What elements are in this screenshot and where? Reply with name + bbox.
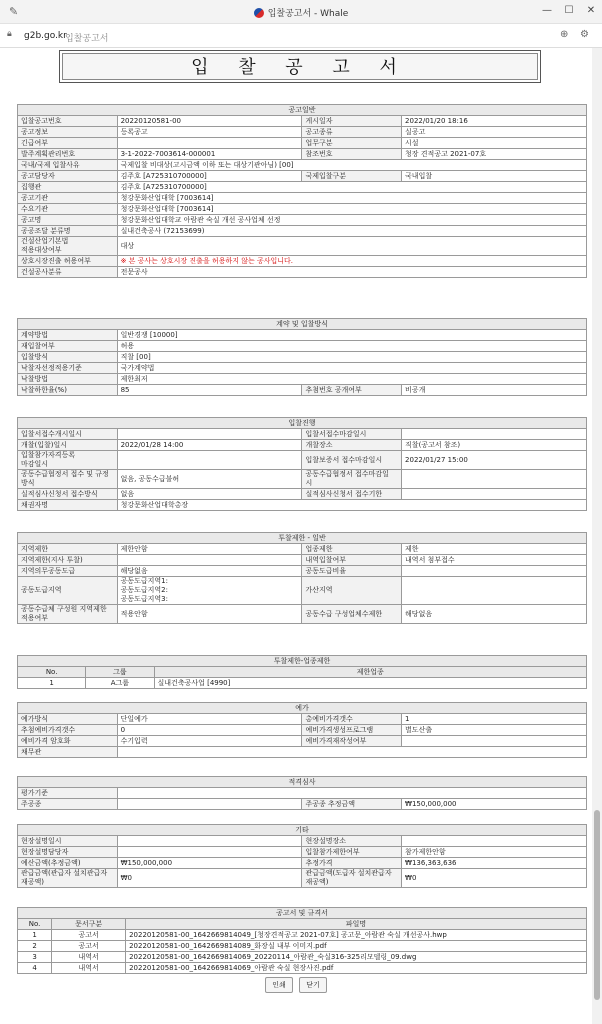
- review-label: 평가기준: [18, 788, 118, 799]
- review-value: [117, 788, 586, 799]
- general-row: [18, 127, 587, 138]
- etc-label: 현장설명장소: [302, 836, 402, 847]
- scrollbar-thumb[interactable]: [594, 810, 600, 1000]
- etc-label: 현장설명담당자: [18, 847, 118, 858]
- window-titlebar: [0, 0, 602, 24]
- bid-value: [402, 489, 587, 500]
- general-value: 실내건축공사 (72153699): [117, 226, 586, 237]
- etc-value: ₩0: [117, 869, 302, 888]
- general-value: 국제입찰 비대상(고시금액 이하 또는 대상기관아님) [00]: [117, 160, 586, 171]
- limit-value: [402, 577, 587, 605]
- general-label: 공고기관: [18, 193, 118, 204]
- files-cell: 1: [18, 930, 52, 941]
- limit-label: 지역의무공동도급: [18, 566, 118, 577]
- contract-row: [18, 385, 587, 396]
- etc-row: [18, 869, 587, 888]
- files-cell: 4: [18, 963, 52, 974]
- files-cell: 공고서: [52, 941, 126, 952]
- limit-label: 가산지역: [302, 577, 402, 605]
- limit-value: 제한안함: [117, 544, 302, 555]
- general-value: 20220120581-00: [117, 116, 302, 127]
- general-label: 공공조달 분류명: [18, 226, 118, 237]
- general-label: 긴급여부: [18, 138, 118, 149]
- etc-value: ₩150,000,000: [117, 858, 302, 869]
- contract-label: 낙찰하한율(%): [18, 385, 118, 396]
- etc-value: ₩0: [402, 869, 587, 888]
- pin-icon[interactable]: ✎: [9, 5, 19, 18]
- bid-label: 실적심사신청서 접수기한: [302, 489, 402, 500]
- bid-label: 입찰보증서 접수마감일시: [302, 451, 402, 470]
- price-label: 예가방식: [18, 714, 118, 725]
- contract-value: 국가계약법: [117, 363, 586, 374]
- limit-row: [18, 566, 587, 577]
- url-host[interactable]: g2b.go.kr: [24, 31, 67, 41]
- etc-label: 입찰참가제한여부: [302, 847, 402, 858]
- general-value: [117, 138, 302, 149]
- contract-label: 계약방법: [18, 330, 118, 341]
- general-value: 국내입찰: [402, 171, 587, 182]
- limit-label: 내역입찰여부: [302, 555, 402, 566]
- bid-value: [117, 429, 302, 440]
- etc-row: [18, 847, 587, 858]
- section-industry: [17, 655, 587, 689]
- files-cell[interactable]: 20220120581-00_1642669814049_[청장견적공고 2021-07호] 공고문_아람관 숙실 개선공사.hwp: [126, 930, 587, 941]
- limit-value: [117, 555, 302, 566]
- price-row: [18, 747, 587, 758]
- files-cell: 3: [18, 952, 52, 963]
- price-value: [402, 736, 587, 747]
- section-files: [17, 907, 587, 974]
- section-etc: [17, 824, 587, 888]
- bid-header: 입찰진행: [18, 418, 587, 429]
- general-value: ※ 본 공사는 상호시장 진출을 허용하지 않는 공사입니다.: [117, 256, 586, 267]
- price-row: [18, 725, 587, 736]
- bid-row: [18, 489, 587, 500]
- general-label: 공고종류: [302, 127, 402, 138]
- button-row: [0, 977, 592, 993]
- general-label: 수요기관: [18, 204, 118, 215]
- contract-label: 낙찰자선정적용기준: [18, 363, 118, 374]
- limit-label: 지역제한(지사 투찰): [18, 555, 118, 566]
- etc-label: 현장설명일시: [18, 836, 118, 847]
- bid-value: [117, 451, 302, 470]
- bid-value: [402, 429, 587, 440]
- etc-value: [402, 836, 587, 847]
- industry-cell: 1: [18, 678, 86, 689]
- general-row: [18, 138, 587, 149]
- bid-row: [18, 451, 587, 470]
- contract-row: [18, 352, 587, 363]
- section-price: [17, 702, 587, 758]
- industry-cell: A그룹: [86, 678, 154, 689]
- files-row: [18, 963, 587, 974]
- etc-label: 관급금액(도급자 설치관급자 재공액): [302, 869, 402, 888]
- price-value: 1: [402, 714, 587, 725]
- bid-row: [18, 440, 587, 451]
- limit-label: 지역제한: [18, 544, 118, 555]
- limit-row: [18, 577, 587, 605]
- doc-title-box: [59, 50, 541, 83]
- limit-value: 공동도급지역1: 공동도급지역2: 공동도급지역3:: [117, 577, 302, 605]
- bid-label: 공동수급협정서 접수 및 규정 방식: [18, 470, 118, 489]
- review-value: ₩150,000,000: [402, 799, 587, 810]
- general-row: [18, 256, 587, 267]
- general-value: 김주호 [A725310700000]: [117, 182, 586, 193]
- industry-col-header: 그룹: [86, 667, 154, 678]
- section-general: [17, 104, 587, 278]
- etc-row: [18, 836, 587, 847]
- zoom-icon[interactable]: ⊕: [560, 29, 569, 40]
- page-content: [0, 48, 592, 1024]
- etc-value: 참가제한안함: [402, 847, 587, 858]
- general-label: 게시일자: [302, 116, 402, 127]
- general-value: 전문공사: [117, 267, 586, 278]
- contract-label: 낙찰방법: [18, 374, 118, 385]
- general-row: [18, 204, 587, 215]
- bid-label: 개찰장소: [302, 440, 402, 451]
- limit-label: 공동수급 구성업체수제한: [302, 605, 402, 624]
- print-button[interactable]: 인쇄: [265, 977, 293, 993]
- general-label: 업무구분: [302, 138, 402, 149]
- bid-value: 2022/01/27 15:00: [402, 451, 587, 470]
- contract-label: 추첨번호 공개여부: [302, 385, 402, 396]
- window-title: [0, 6, 602, 19]
- general-label: 상호시장진출 허용여부: [18, 256, 118, 267]
- review-row: [18, 799, 587, 810]
- industry-header: 투찰제한-업종제한: [18, 656, 587, 667]
- etc-value: [117, 836, 302, 847]
- files-col-header: 파일명: [126, 919, 587, 930]
- limit-value: 적용안함: [117, 605, 302, 624]
- bid-value: 없음: [117, 489, 302, 500]
- general-label: 공고담당자: [18, 171, 118, 182]
- limit-value: [402, 566, 587, 577]
- bid-label: 실적심사신청서 접수방식: [18, 489, 118, 500]
- general-row: [18, 267, 587, 278]
- limit-label: 공동도급지역: [18, 577, 118, 605]
- close-window-button[interactable]: ✕: [586, 5, 596, 16]
- general-value: 등록공고: [117, 127, 302, 138]
- files-col-header: No.: [18, 919, 52, 930]
- contract-row: [18, 330, 587, 341]
- bid-label: 입찰참가자격등록 마감일시: [18, 451, 118, 470]
- etc-value: ₩136,363,636: [402, 858, 587, 869]
- contract-value: 허용: [117, 341, 586, 352]
- general-value: 김주호 [A725310700000]: [117, 171, 302, 182]
- review-row: [18, 788, 587, 799]
- files-row: [18, 930, 587, 941]
- bid-label: 채권자명: [18, 500, 118, 511]
- bid-row: [18, 429, 587, 440]
- general-row: [18, 160, 587, 171]
- general-row: [18, 237, 587, 256]
- limit-value: 제한: [402, 544, 587, 555]
- general-label: 공고명: [18, 215, 118, 226]
- price-label: 총예비가격갯수: [302, 714, 402, 725]
- price-header: 예가: [18, 703, 587, 714]
- close-button[interactable]: 닫기: [299, 977, 327, 993]
- general-value: 청장 견적공고 2021-07호: [402, 149, 587, 160]
- limit-label: 공동도급비율: [302, 566, 402, 577]
- general-row: [18, 149, 587, 160]
- contract-row: [18, 374, 587, 385]
- price-label: 예비가격생성프로그램: [302, 725, 402, 736]
- price-label: 추첨예비가격갯수: [18, 725, 118, 736]
- files-row: [18, 952, 587, 963]
- general-row: [18, 182, 587, 193]
- price-value: 별도산출: [402, 725, 587, 736]
- files-cell: 내역서: [52, 963, 126, 974]
- general-value: 실공고: [402, 127, 587, 138]
- price-row: [18, 736, 587, 747]
- industry-cell[interactable]: 실내건축공사업 [4990]: [154, 678, 586, 689]
- price-label: 예비가격재작성여부: [302, 736, 402, 747]
- price-row: [18, 714, 587, 725]
- bid-value: 없음, 공동수급불허: [117, 470, 302, 489]
- limit-value: 해당없음: [117, 566, 302, 577]
- bid-value: 2022/01/28 14:00: [117, 440, 302, 451]
- review-header: 적격심사: [18, 777, 587, 788]
- general-value: 청강문화산업대학 [7003614]: [117, 193, 586, 204]
- doc-title: 입 찰 공 고 서: [62, 53, 538, 80]
- price-value: 0: [117, 725, 302, 736]
- industry-col-header: 제한업종: [154, 667, 586, 678]
- general-value: 대상: [117, 237, 586, 256]
- general-value: 3-1-2022-7003614-000001: [117, 149, 302, 160]
- files-cell: 2: [18, 941, 52, 952]
- minimize-button[interactable]: —: [542, 5, 552, 16]
- files-cell: 내역서: [52, 952, 126, 963]
- general-label: 국내/국제 입찰사유: [18, 160, 118, 171]
- general-value: 청강문화산업대학교 아람관 숙실 개선 공사업체 선정: [117, 215, 586, 226]
- bid-row: [18, 500, 587, 511]
- share-icon[interactable]: ⚙: [580, 29, 589, 40]
- bid-value: 청강문화산업대학총장: [117, 500, 586, 511]
- section-bid: [17, 417, 587, 511]
- price-value: [117, 747, 586, 758]
- general-value: 2022/01/20 18:16: [402, 116, 587, 127]
- contract-value: 비공개: [402, 385, 587, 396]
- contract-label: 입찰방식: [18, 352, 118, 363]
- general-row: [18, 171, 587, 182]
- etc-label: 관급금액(관급자 설치관급자 재공액): [18, 869, 118, 888]
- contract-label: 재입찰여부: [18, 341, 118, 352]
- general-label: 건설공사분류: [18, 267, 118, 278]
- section-contract: [17, 318, 587, 396]
- contract-value: 일반경쟁 [10000]: [117, 330, 586, 341]
- etc-row: [18, 858, 587, 869]
- etc-header: 기타: [18, 825, 587, 836]
- contract-value: 직찰 [00]: [117, 352, 586, 363]
- general-value: 시설: [402, 138, 587, 149]
- general-label: 집행관: [18, 182, 118, 193]
- files-col-header: 문서구분: [52, 919, 126, 930]
- bid-label: 입찰서접수마감일시: [302, 429, 402, 440]
- price-label: 예비가격 암호화: [18, 736, 118, 747]
- review-label: 주공종 추정금액: [302, 799, 402, 810]
- maximize-button[interactable]: ☐: [564, 5, 574, 16]
- price-value: 단일예가: [117, 714, 302, 725]
- general-row: [18, 215, 587, 226]
- etc-value: [117, 847, 302, 858]
- limit-row: [18, 605, 587, 624]
- general-row: [18, 226, 587, 237]
- bid-value: 직찰(공고서 참조): [402, 440, 587, 451]
- whale-logo-icon: [254, 8, 264, 18]
- address-bar[interactable]: [0, 24, 602, 48]
- industry-col-header: No.: [18, 667, 86, 678]
- limit-row: [18, 544, 587, 555]
- contract-value: 제한최저: [117, 374, 586, 385]
- files-cell[interactable]: 20220120581-00_1642669814069_20220114_아람관_숙실316-325리모델링_09.dwg: [126, 952, 587, 963]
- general-header: 공고일반: [18, 105, 587, 116]
- bid-row: [18, 470, 587, 489]
- bid-label: 입찰서접수개시일시: [18, 429, 118, 440]
- contract-value: 85: [117, 385, 302, 396]
- general-label: 입찰공고번호: [18, 116, 118, 127]
- limit-label: 업종제한: [302, 544, 402, 555]
- section-review: [17, 776, 587, 810]
- industry-row: [18, 678, 587, 689]
- files-cell: 공고서: [52, 930, 126, 941]
- contract-row: [18, 363, 587, 374]
- limit-label: 공동수급체 구성원 지역제한 적용여부: [18, 605, 118, 624]
- window-title-text: 입찰공고서 - Whale: [267, 9, 349, 19]
- review-label: 주공종: [18, 799, 118, 810]
- etc-label: 추정가격: [302, 858, 402, 869]
- files-cell[interactable]: 20220120581-00_1642669814089_화장실 내부 이미지.pdf: [126, 941, 587, 952]
- contract-row: [18, 341, 587, 352]
- bid-label: 개찰(입찰)일시: [18, 440, 118, 451]
- general-label: 참조번호: [302, 149, 402, 160]
- contract-header: 계약 및 입찰방식: [18, 319, 587, 330]
- limit-header: 투찰제한 - 일반: [18, 533, 587, 544]
- general-label: 건설산업기본법 적용대상여부: [18, 237, 118, 256]
- section-limit: [17, 532, 587, 624]
- files-header: 공고서 및 규격서: [18, 908, 587, 919]
- general-row: [18, 193, 587, 204]
- bid-value: [402, 470, 587, 489]
- price-label: 채무관: [18, 747, 118, 758]
- general-value: 청강문화산업대학 [7003614]: [117, 204, 586, 215]
- general-label: 공고정보: [18, 127, 118, 138]
- general-row: [18, 116, 587, 127]
- etc-label: 예산금액(추정금액): [18, 858, 118, 869]
- bid-label: 공동수급협정서 접수마감일 시: [302, 470, 402, 489]
- general-label: 국제입찰구분: [302, 171, 402, 182]
- limit-value: 해당없음: [402, 605, 587, 624]
- url-path[interactable]: 입찰공고서: [65, 34, 109, 44]
- files-row: [18, 941, 587, 952]
- review-value: [117, 799, 302, 810]
- limit-value: 내역서 첨부접수: [402, 555, 587, 566]
- price-value: 수기입력: [117, 736, 302, 747]
- general-label: 발주계획관리번호: [18, 149, 118, 160]
- files-cell[interactable]: 20220120581-00_1642669814069_아람관 숙실 현장사진.pdf: [126, 963, 587, 974]
- lock-icon[interactable]: 🔒︎: [7, 29, 12, 39]
- limit-row: [18, 555, 587, 566]
